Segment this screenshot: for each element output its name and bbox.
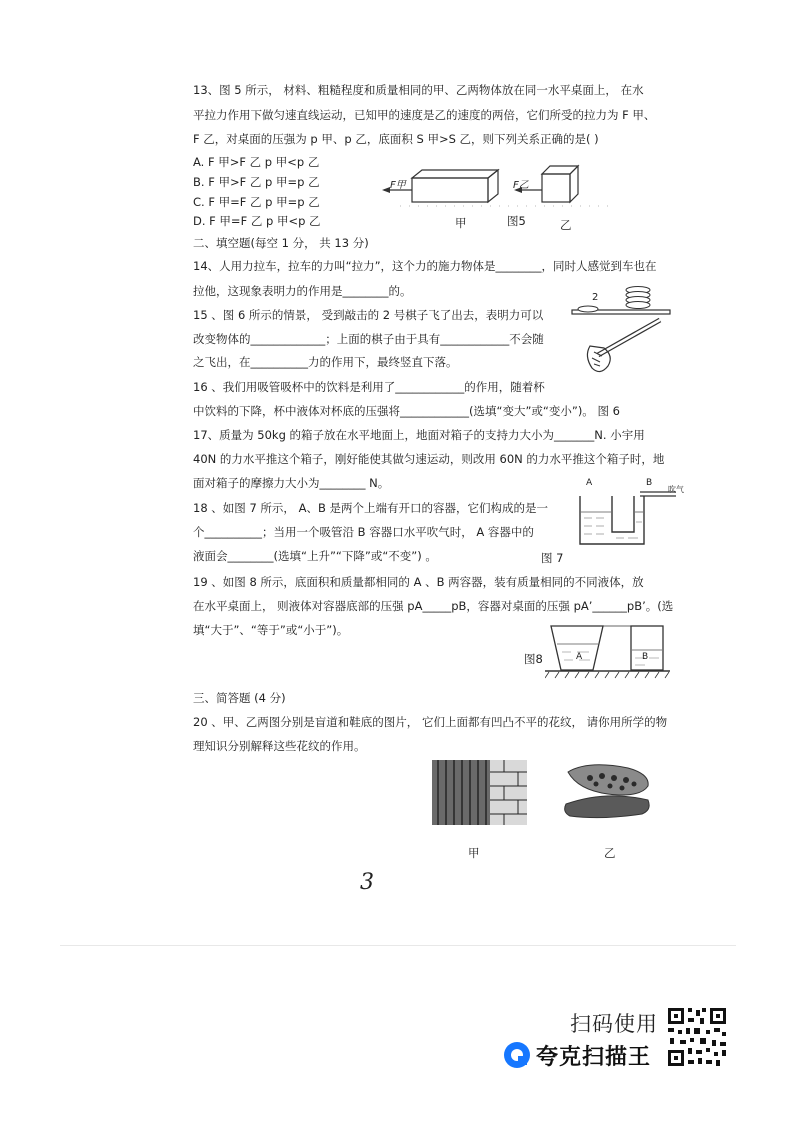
fig7-label-b: B (646, 478, 653, 488)
q19-line1: 19 、如图 8 所示，底面积和质量都相同的 A 、B 两容器，装有质量相同的不同液体，放 (193, 575, 644, 589)
q16-line2: 中饮料的下降，杯中液体对杯底的压强将____________(选填“变大”或“变小”)。 图 6 (193, 404, 620, 418)
fig8-label-a: A (576, 652, 583, 662)
q13-option-d: D. F 甲=F 乙 p 甲<p 乙 (193, 214, 321, 228)
q16-line1: 16 、我们用吸管吸杯中的饮料是利用了____________的作用，随着杯 (193, 380, 545, 394)
q19-line2: 在水平桌面上， 则液体对容器底部的压强 pA_____pB，容器对桌面的压强 pA’______pB’。(选 (193, 599, 674, 613)
q20-line1: 20 、甲、乙两图分别是盲道和鞋底的图片， 它们上面都有凹凸不平的花纹， 请你用所学的物 (193, 715, 668, 729)
fig5-force-a: F甲 (390, 180, 406, 191)
q13-line2: 平拉力作用下做匀速直线运动，已知甲的速度是乙的速度的两倍，它们所受的拉力为 F 甲、 (193, 108, 656, 122)
fig6-label-2: 2 (592, 292, 599, 303)
q17-line1: 17、质量为 50kg 的箱子放在水平地面上，地面对箱子的支持力大小为_______N. 小宇用 (193, 428, 645, 442)
figure-7 (572, 482, 682, 554)
fig20-label-b: 乙 (604, 846, 616, 860)
footer-scan-text: 扫码使用 (570, 1012, 658, 1036)
fig5-caption: 图5 (507, 214, 526, 228)
fig8-caption: 图8 (524, 652, 543, 666)
q17-line2: 40N 的力水平推这个箱子，刚好能使其做匀速运动，则改用 60N 的力水平推这个箱子时，地 (193, 452, 665, 466)
fig7-label-a: A (586, 478, 593, 488)
figure-6 (568, 280, 673, 380)
fig8-label-b: B (642, 652, 649, 662)
q13-line3: F 乙，对桌面的压强为 p 甲、p 乙，底面积 S 甲>S 乙，则下列关系正确的是( ) (193, 132, 599, 146)
fig7-air-label: 吹气 (668, 485, 684, 494)
q14-line2: 拉他，这现象表明力的作用是________的。 (193, 284, 412, 298)
figure-tactile-paving (432, 760, 527, 825)
footer-divider (60, 945, 736, 946)
fig5-label-a: 甲 (455, 216, 467, 230)
fig7-caption: 图 7 (541, 551, 564, 565)
q13-option-c: C. F 甲=F 乙 p 甲=p 乙 (193, 195, 320, 209)
footer-brand (504, 1040, 651, 1070)
fig5-label-b: 乙 (560, 218, 572, 232)
q15-line3: 之飞出，在__________力的作用下，最终竖直下落。 (193, 355, 458, 369)
q20-line2: 理知识分别解释这些花纹的作用。 (193, 739, 366, 753)
figure-shoe-sole (560, 760, 655, 825)
q13-line1: 13、图 5 所示， 材料、粗糙程度和质量相同的甲、乙两物体放在同一水平桌面上， 在水 (193, 83, 644, 97)
q15-line1: 15 、图 6 所示的情景， 受到敲击的 2 号棋子飞了出去，表明力可以 (193, 308, 544, 322)
q18-line3: 液面会________(选填“上升”“下降”或“不变”) 。 (193, 549, 437, 563)
q19-line3: 填“大于”、“等于”或“小于”)。 (193, 623, 349, 637)
figure-5 (380, 160, 620, 240)
q15-line2: 改变物体的_____________；上面的棋子由于具有____________不会随 (193, 332, 544, 346)
q17-line3: 面对箱子的摩擦力大小为________ N。 (193, 476, 390, 490)
footer-brand-name: 夸克扫描王 (536, 1044, 652, 1070)
quark-logo-icon (504, 1042, 530, 1068)
q13-option-b: B. F 甲>F 乙 p 甲=p 乙 (193, 175, 320, 189)
page-number: 3 (360, 870, 374, 895)
fig5-force-b: F乙 (513, 180, 529, 191)
q14-line1: 14、人用力拉车，拉车的力叫“拉力”，这个力的施力物体是________，同时人感觉到车也在 (193, 259, 657, 273)
q13-option-a: A. F 甲>F 乙 p 甲<p 乙 (193, 155, 320, 169)
figure-8 (545, 622, 670, 684)
q18-line1: 18 、如图 7 所示， A、B 是两个上端有开口的容器，它们构成的是一 (193, 501, 548, 515)
fig20-label-a: 甲 (468, 846, 480, 860)
qr-code-icon[interactable] (666, 1006, 728, 1068)
q18-line2: 个__________；当用一个吸管沿 B 容器口水平吹气时， A 容器中的 (193, 525, 534, 539)
section-3-heading: 三、简答题 (4 分) (193, 691, 286, 705)
section-2-heading: 二、填空题(每空 1 分， 共 13 分) (193, 236, 369, 250)
